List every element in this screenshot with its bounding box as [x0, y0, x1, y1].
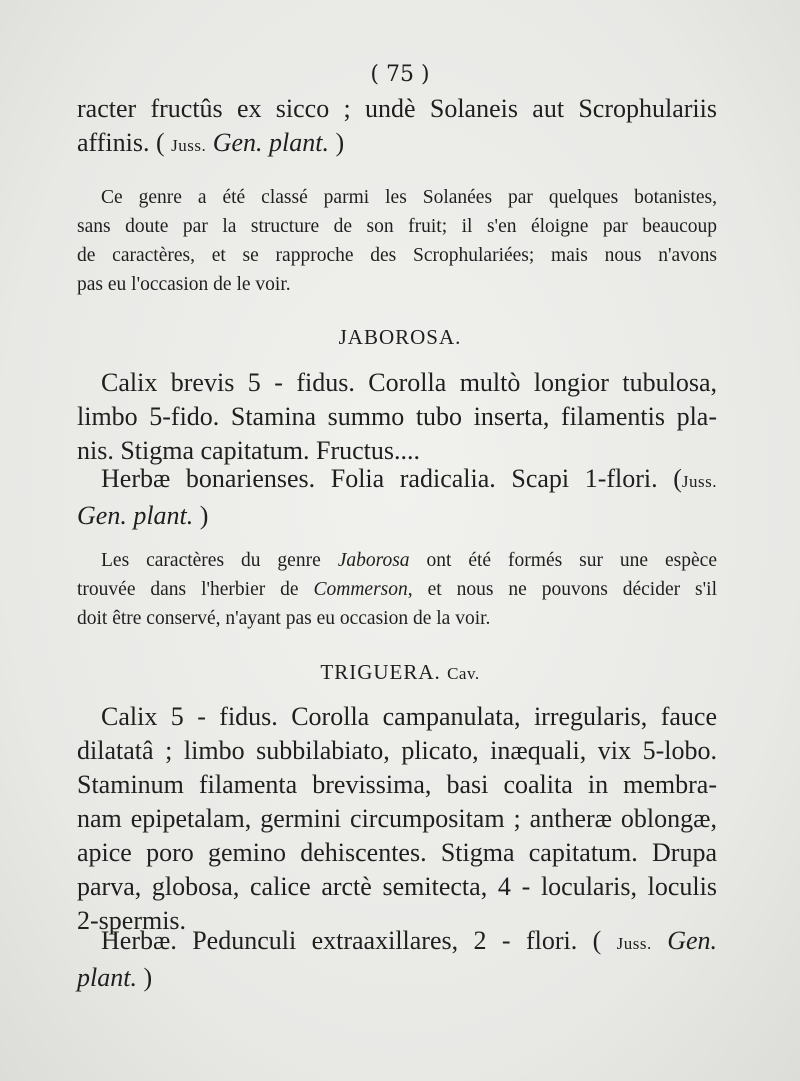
text-line: Ce genre a été classé parmi les Solanées par quelques botanistes, — [101, 187, 717, 208]
text-line: dilatatâ ; limbo subbilabiato, plicato, inæquali, vix 5-lobo. — [77, 736, 717, 765]
text-line: Calix brevis 5 - fidus. Corolla multò longior tubulosa, — [101, 368, 717, 397]
text-line — [77, 575, 717, 604]
text-fragment: affinis. ( — [77, 128, 172, 157]
author-abbreviation: Juss. — [681, 472, 717, 491]
genus-description — [77, 366, 717, 468]
text-line — [77, 126, 717, 163]
genus-habit — [77, 462, 717, 533]
citation-title: Gen. plant. — [212, 128, 329, 157]
text-line: 2-spermis. — [77, 906, 187, 935]
genus-heading — [0, 660, 800, 685]
text-line: doit être conservé, n'ayant pas eu occasion de la voir. — [77, 608, 491, 629]
person-name: Commerson — [313, 579, 408, 600]
author-abbreviation: Juss. — [171, 136, 207, 155]
genus-heading: JABOROSA. — [338, 325, 462, 349]
text-line — [77, 961, 717, 995]
text-line: sans doute par la structure de son fruit; il s'en éloigne par beaucoup — [77, 216, 717, 237]
french-note — [77, 546, 717, 633]
citation-title: plant. — [77, 963, 137, 992]
text-fragment: Les caractères du genre — [101, 550, 338, 571]
french-note — [77, 183, 717, 299]
text-fragment: ont été formés sur une espèce — [409, 550, 717, 571]
genus-habit — [77, 924, 717, 995]
text-fragment: Herbæ bonarienses. Folia radicalia. Scapi 1-flori. ( — [101, 464, 682, 493]
text-line — [77, 462, 717, 499]
text-fragment: ) — [136, 963, 153, 992]
text-line: Staminum filamenta brevissima, basi coalita in membra- — [77, 770, 717, 799]
text-line: Calix 5 - fidus. Corolla campanulata, irregularis, fauce — [101, 702, 717, 731]
text-line: parva, globosa, calice arctè semitecta, 4 - locularis, loculis — [77, 872, 717, 901]
continuation-paragraph — [77, 92, 717, 163]
citation-title: Gen. — [667, 926, 718, 955]
genus-name: Jaborosa — [337, 550, 410, 571]
text-line — [77, 924, 717, 961]
text-fragment: , et nous ne pouvons décider s'il — [407, 579, 717, 600]
text-fragment: Herbæ. Pedunculi extraaxillares, 2 - flori. ( — [101, 926, 617, 955]
text-line: racter fructûs ex sicco ; undè Solaneis aut Scrophulariis — [77, 94, 717, 123]
text-line: nam epipetalam, germini circumpositam ; antheræ oblongæ, — [77, 804, 717, 833]
author-abbreviation: Cav. — [447, 664, 480, 683]
text-line: nis. Stigma capitatum. Fructus.... — [77, 436, 421, 465]
text-line — [77, 546, 717, 575]
genus-description — [77, 700, 717, 938]
text-line: apice poro gemino dehiscentes. Stigma capitatum. Drupa — [77, 838, 717, 867]
text-fragment: trouvée dans l'herbier de — [77, 579, 314, 600]
text-fragment: ) — [329, 128, 345, 157]
text-line: pas eu l'occasion de le voir. — [77, 274, 291, 295]
text-line: limbo 5-fido. Stamina summo tubo inserta, filamentis pla- — [77, 402, 717, 431]
page-number: ( 75 ) — [370, 62, 430, 87]
author-abbreviation: Juss. — [616, 934, 652, 953]
citation-title: Gen. plant. — [77, 501, 194, 530]
text-line — [77, 499, 717, 533]
text-line: de caractères, et se rapproche des Scrophulariées; mais nous n'avons — [77, 245, 717, 266]
genus-title: TRIGUERA. — [320, 660, 441, 684]
text-fragment: ) — [193, 501, 209, 530]
